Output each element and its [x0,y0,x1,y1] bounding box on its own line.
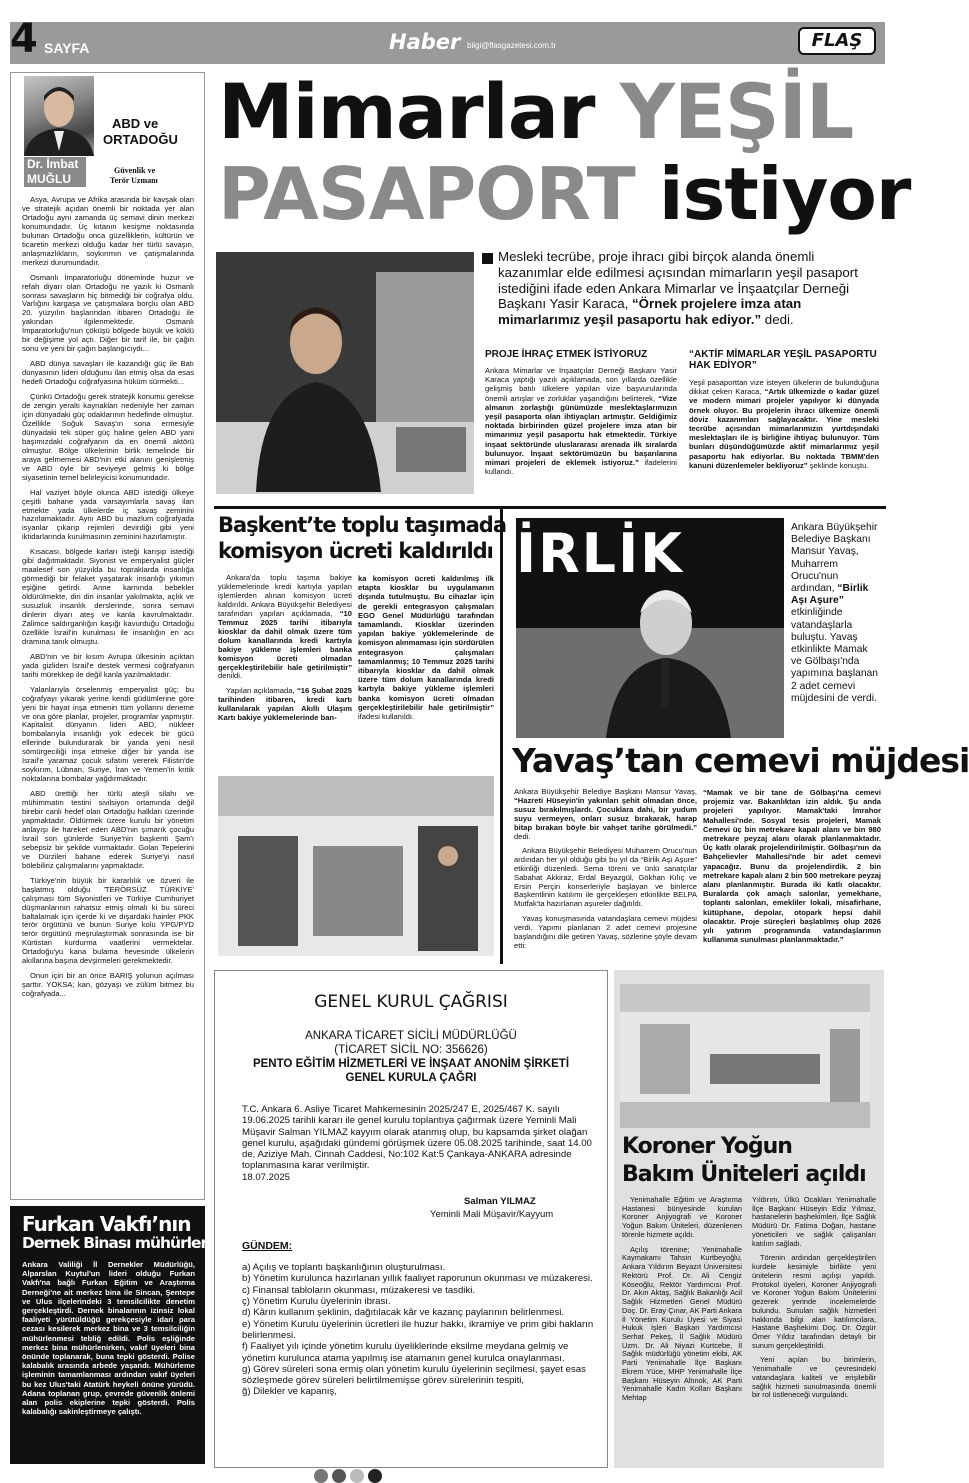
foundation-headline-2: Dernek Binası mühürlendi [22,1234,225,1252]
transit-headline-2: komisyon ücreti kaldırıldı [218,539,493,563]
page-number: 4 [10,16,38,62]
notice-date: 18.07.2025 [242,1172,291,1183]
agenda-item: c) Finansal tabloların okunması, müzakeresi ve tasdiki. [242,1284,476,1296]
notice-agenda-title: GÜNDEM: [242,1240,293,1252]
column-paragraph: Osmanlı İmparatorluğu döneminde huzur ve refah diyarı olan Ortadoğu ne yazık ki Osmanlı sonrası savaşların hiç bitmediği bir coğrafya oldu. Varlığını kargaşa ve çatışmalara borçlu olan ABD 20. yüzyılın başlarından itibaren Ortadoğu ile yakından ilgilenmektedir. Osmanlı İmparatorluğu'nun çöküşü bölgede büyük ve köklü bir değişime yol açtı. Diğer bir tarif ile, bir çağın sonu ve yeni bir çağın başlangıcıydı... [22,272,194,354]
column-paragraph: ABD dünya savaşları ile kazandığı güç ile Batı dünyasının lideri olduğunu ilan etmiş olsa da esas hedefi Ortadoğu coğrafyasına hüküm sürmekti... [22,359,194,387]
lead-text [498,249,880,328]
column-paragraph: Asya, Avrupa ve Afrika arasında bir kavşak olan ve stratejik açıdan önemli bir noktada yer alan Ortadoğu aynı zamanda üç semavi dinin merkezi konumundadır. Üç kıtanın kesişme noktasında bulunan Ortadoğu onca güzelliklerin, kültürün ve ticaretin merkezi olduğu kadar her türlü savaşın, anlaşmazlıkların, soykırımın ve çatışmalarında merkezi durumundadır. [22,195,194,267]
author-photo [24,76,94,156]
agenda-item: ğ) Dilekler ve kapanış, [242,1386,337,1398]
agenda-item: g) Görev süreleri sona ermiş olan yönetim kurulu üyelerinin seçilmesi, şayet esas sözleşmede görev süreleri belirtilmemişse görev sürelerinin tespiti, [242,1363,586,1387]
author-name-1: Dr. İmbat [27,157,79,171]
transit-col1-p2-quote: “16 Şubat 2025 tarihinden itibaren, kredi kartı kullanılarak yapılan Akıllı Ulaşım Kartı bakiye yüklemelerinde ban- [218,686,352,723]
cemevi-col1-end: dedi. [514,831,531,841]
column-paragraph: ABD ürettiği her türlü ateşli silahı ve mühimmatın testini sivilsiyon ortamında değil birebir canlı hedef olan Ortadoğu halkları üzerinde yapmaktadır. Öldürmek üzere kurulu bir yönetim anlayışı ile hareket eden ABD'nin şımarık çocuğu İsrail son günlerde Suriye'nin başkenti Şam'ı sebepsiz bir şekilde vurmaktadır. Golan Tepelerini ve Dürzileri bahane ederek Suriye'yi nasıl bölebiliriz çalışmalarını yapmaktadır. [22,789,194,870]
agenda-item: a) Açılış ve toplantı başkanlığının oluşturulması. [242,1262,446,1273]
notice-company-2: GENEL KURULA ÇAĞRI [345,1072,477,1084]
transit-col1-p2-normal: Yapılan açıklamada, [226,686,295,696]
column-paragraph: Hal vaziyet böyle olunca ABD istediği ülkeye çeşitli bahane yada varsayımlarla savaş ilan etmekte yada ülkelerde iç savaş zeminini hazırlamaktadır. Aynı ABD bu mazlum coğrafyada isyanlar çıkarıp rejimleri devirdiği gibi yeni iktidarlarında kurulmasının zeminini hazırlamıştır. [22,487,194,542]
section-title: Haber [389,30,461,54]
page-dot-icon [350,1469,364,1483]
cemevi-caption [791,522,881,705]
hospital-headline-1: Koroner Yoğun [622,1134,792,1159]
hospital-col2-p1: Yıldırım, Ülkü Ocakları Yenimahalle İlçe Başkanı Hüseyin Ediz Yılmaz, hastanelerin başhekimleri, İlçe Sağlık Müdürü Dr. Fatima Doğan, hastane yöneticileri ve sağlık çalışanları katılım sağladı. [752,1195,876,1248]
body2-quote: “Artık ülkemizde o kadar güzel ve modern mimari projeler yapılıyor ki dünyada örnek oluyor. Bu projelerin ihracı ülkemize önemli döviz kazanımları sağlayacaktır. Yine mesleki tecrübe açısından mimarlarımızın yurtdışındaki meslektaşları ile iş birliğine ihtiyaç bulunuyor. Tüm bunları düşündüğümüzde aktif mimarlarımız yeşil pasaportu hak ediyorlar. Bu noktada TBMM'den kanuni düzenlemeler bekliyoruz” [689,387,879,470]
author-role-2: Terör Uzmanı [110,176,158,185]
transit-col2-end: ifadesi kullanıldı. [358,712,415,722]
cemevi-caption-normal: Ankara Büyükşehir Belediye Başkanı Mansur Yavaş, Muharrem Orucu'nun ardından, [791,522,878,595]
hospital-col2-p3: Yeni açılan bu birimlerin, Yenimahalle ve çevresindeki vatandaşlara kaliteli ve erişilebilir sağlık hizmeti sunulmasında önemli bir rol üstleneceği vurgulandı. [752,1355,876,1400]
agenda-item: d) Kârın kullanım şeklinin, dağıtılacak kâr ve kazanç paylarının belirlenmesi. [242,1307,565,1319]
notice-signer-name: Salman YILMAZ [464,1196,536,1207]
lead-end: dedi. [764,312,794,328]
transit-headline-1: Başkent’te toplu taşımada [218,513,507,537]
hospital-col1-p2: Açılış törenine; Yenimahalle Kaymakamı Tahsin Kurtbeyoğlu, Ankara Yıldırım Beyazıt Üniversitesi Rektörü Prof. Dr. Ali Cengiz Köseoğlu, Rektör Yardımcısı Prof. Dr. Akın Aktaş, Sağlık Bakanlığı Acil Sağlık Hizmetleri Genel Müdürü Doç. Dr. Eray Çınar, AK Parti Ankara İl Yönetim Kurulu Üyesi ve Siyasi Hukuk İşleri Başkan Yardımcısı Serhat Pekeş, İl Sağlık Müdürü Uzm. Dr. Ali Niyazi Kurtcebe, İl Sağlık müdürlüğü yönetim ekibi, AK Parti Yenimahalle İlçe Başkanı Ekrem Yüce, MHP Yenimahalle İlçe Başkanı Hüseyin Altınok, AK Parti Yenimahalle Kadın Kolları Başkanı Mehtap [622,1244,742,1403]
hospital-col1 [622,1196,742,1466]
lead-normal: Mesleki tecrübe, proje ihracı gibi birçok alanda önemli kazanımlar elde edilmesi açısından mimarların yeşil pasaport istediğini ifade eden Ankara Mimarlar ve İnşaatçılar Derneği Başkanı Yasir Karaca, [498,249,858,312]
header-email[interactable]: bilgi@flasgazetesi.com.tr [467,41,557,50]
author-silhouette-icon [24,76,94,156]
column-paragraph: Kısacası, bölgede karları isteği karışıp istediği gibi dağıtmaktadır. Siyonist ve emperyalist güçler maalesef son yüzyılda bu topraklarda insanlığa görmediği bir felaket yaşatarak insanlığı yıkımın eşiğine getirdi. Anne karnında bebekler öldürülmekte, diri diri insanlar yakılmakta, açlık ve susuzluk insanlık derslerinde, sonra semavi dinlerin diyarı ateş ve kanla kavrulmaktadır. Zalimce saldırganlığın kaşığı kavurduğu Ortadoğu özellikle İsrail'in kurulması ile insanlığın en acı dramına tanık olmuştu. [22,547,194,646]
body1-normal: Ankara Mimarlar ve İnşaatçılar Derneği Başkanı Yasir Karaca yaptığı yazılı açıklamada, son yıllarda özellikle gelişmiş batılı ülkelere yapılan vize başvurularında önemli artışlar ve zorluklar yaşandığını belirterek, [485,366,677,403]
page-dot-icon [368,1469,382,1483]
cemevi-caption-end: etkinliğinde vatandaşlarla buluştu. Yavaş etkinlikte Mamak ve Gölbaşı'nda yapımına başlanan 2 adet cemevi müjdesini de verdi. [791,607,879,704]
newspaper-logo [798,27,876,55]
divider-vertical [500,509,503,964]
column-paragraph: ABD'nin ve bir kısım Avrupa ülkesinin açıktan yada gizliden İsrail'e destek vermesi coğrafyanın tarihi mürekkep ile değil kanla yazılmaktadır. [22,651,194,679]
cemevi-col1-p3: Yavaş konuşmasında vatandaşlara cemevi müjdesi verdi. Yapımı planlanan 2 adet cemevi projesine başlandığını dile getiren Yavaş, sözlerine şöyle devam etti: [514,914,697,951]
agenda-item: b) Yönetim kurulunca hazırlanan yıllık faaliyet raporunun okunması ve müzakeresi. [242,1273,593,1285]
lead-bullet [482,253,493,264]
cemevi-col1 [514,788,697,960]
cemevi-caption-bold: “Birlik Aşı Aşure” [791,583,869,607]
body2-end: şeklinde konuştu. [809,460,869,470]
hospital-col2-p2: Törenin ardından gerçekleştirilen kurdele kesimiyle birlikte yeni ünitelerin resmi açılışı yapıldı. Protokol üyeleri, Koroner Anjiyografi ve Koroner Yoğun Bakım Ünitelerini gezerek yerinde incelemelerde bulundu. Sunulan sağlık hizmetleri hakkında bilgi alan katılımcılara, Hastane Başhekimi Doç. Dr. Özgür Ömer Yıldız tarafından detaylı bir sunum gerçekleştirildi. [752,1253,876,1350]
cemevi-col2: “Mamak ve bir tane de Gölbaşı'na cemevi projemiz var. Bakanlıktan izin aldık. Şu anda projeleri yapılıyor. Mamak'taki İmrahor Mahallesi'nde. Sosyal tesis projeleri, Mamak Cemevi üç bin metrekare kapalı alanı ve bin 980 metrekare peyzaj alanı olarak planlanmaktadır. Üç katlı olarak projelendirilmiştir. Gölbaşı'nın da Bahçelievler Mahallesi'nde bir adet cemevi yapacağız. Bunu da projelendirdik. 2 bin metrekare kapalı alanı 2 bin 500 metrekare peyzaj alanı planlanmıştır. Burada iki katlı olacaktır. Buralarda çok amaçlı salonlar, yemekhane, toplantı salonları, emekliler lokali, misafirhane, kütüphane, depolar, otopark hepsi dahil olacaktır. Proje süreçleri başlatılmış olup 2026 yılı yatırım programında vatandaşlarımın kullanıma sunulması planlanmaktadır.” [703,788,881,945]
transit-col1 [218,574,352,770]
author-name-2: MUĞLU [27,172,71,186]
agenda-item: ç) Yönetim Kurulu üyelerinin ibrası. [242,1295,391,1307]
column-title-1: ABD ve [112,116,159,131]
notice-registry-2: (TİCARET SİCİL NO: 356626) [334,1044,488,1056]
agenda-item: e) Yönetim Kurulu üyelerinin ücretleri ile huzur hakkı, ikramiye ve prim gibi hakların belirlenmesi. [242,1318,594,1341]
hospital-headline-2: Bakım Üniteleri açıldı [622,1162,866,1187]
cemevi-col1-quote: “Hazreti Hüseyin'in yakınları şehit olmadan önce, susuz bırakılmışlardı. Çocuklara dahi, bir yudum suyu vermeyen, onları susuz bırakarak, harap bitap bırakan böyle bir vahşet tarihe görülmedi.” [514,795,697,832]
foundation-body: Ankara Valiliği İl Dernekler Müdürlüğü, Alparslan Kuytul'un lideri olduğu Furkan Vakfı'na bağlı Furkan Eğitim ve Araştırma Derneği'ne ait merkez bina ile Sincan, Şentepe ve Ulus ilçelerindeki 3 temsilcilikte denetim gerçekleştirdi. Dernek binalarının izinsiz lokal faaliyeti yürütüldüğü gerekçesiyle idari para cezası kesilerek merkez bina ve 3 temsilciliğin mühürlenmesi tebliğ edildi. Polis eşliğinde merkez bina mühürlenirken, vakıf üyeleri bina önünde toplanarak, buna tepki gösterdi. Polise kalabalık arasında arbede yaşandı. Mühürleme işleminin tamamlanması ardından vakıf üyeleri bu kez Ulus'taki Atatürk heykeli önüne yürüdü. Adana toplanan grup, çevrede güvenlik önlemi alan polis ekiplerine tepki gösterdi. Polis kalabalığı sakinleştirmeye çalıştı. [22,1260,195,1417]
headline-word-istiyor: istiyor [658,152,911,236]
transit-col1-quote: “10 Temmuz 2025 tarihi itibarıyla kiosklar da dahil olmak üzere tüm dolum kanallarında kredi kartıyla bakiye yükleme işlemleri banka komisyon ücreti olmadan gerçekleştirilebilir hale getirilmiştir” [218,608,352,672]
main-headline-line1 [218,67,854,156]
transit-col1-normal: Ankara'da toplu taşıma bakiye yüklemelerinde kredi kartıyla yapılan işlemlerden alınan komisyon ücreti kaldırıldı. Ankara Büyükşehir Belediyesi tarafından yapılan açıklamada, [218,573,352,618]
body1-end: ifadelerini kullandı. [485,458,677,477]
notice-signer-title: Yeminli Mali Müşavir/Kayyum [430,1209,554,1220]
headline-word-pasaport: PASAPORT [218,152,635,236]
hospital-room-icon [620,984,870,1128]
notice-title: GENEL KURUL ÇAĞRISI [314,992,508,1012]
cemevi-col1-p2: Ankara Büyükşehir Belediyesi Muharrem Orucu'nun ardından her yıl olduğu gibi bu yıl da “Birlik Aşı Aşure” etkinliği düzenledi. Sema töreni ve ünlü sanatçılar Sabahat Akkiraz, Erdal Beyazgül, Gökhan Kılıç ve Ersin Perçin konserleriyle başlayan ve binlerce Başkentlinin katılımı ile gerçekleşen etkinlikte BELPA Mutfak'ta hazırlanan aşureler dağıtıldı. [514,845,697,909]
page-dot-icon [314,1469,328,1483]
architect-figure-icon [216,252,474,494]
banner-text: İRLİK [516,522,685,585]
notice-agenda-list [242,1262,594,1398]
transit-col1-end: denildi. [218,671,243,681]
main-body-col2 [689,378,879,500]
author-role-1: Güvenlik ve [114,166,156,175]
hospital-col1-p1: Yenimahalle Eğitim ve Araştırma Hastanesi bünyesinde kurulan Koroner Anjiyografi ve Koroner Yoğun Bakım Üniteleri, düzenlenen törenle hizmete açıldı. [622,1195,742,1239]
main-body-col1 [485,366,677,494]
main-headline-line2 [218,152,911,236]
column-body [22,196,194,1196]
column-paragraph: Türkiye'nin büyük bir kararlılık ve özveri ile başlatmış olduğu 'TERÖRSÜZ TÜRKİYE' çalışması tüm Siyonistleri ve Türkiye Cumhuriyet düşmanlarının rahatsız etmiş olmalı ki bu süreci baltalamak için içerde ki ve dışardaki hainler PKK terör örgütünü ve bunun Suriye kolu YPG/PYD terör örgütünü meşrulaştırmak sonrasında ise bir Kürtistan kurdurma vaatlerini vermektelar. Ortadoğu'yu kana bulama hevesinde ülkelerin akıllarına başına devşirmeleri gerekmektedir. [22,875,194,966]
icu-photo [620,984,870,1128]
headline-word-mimarlar: Mimarlar [218,67,595,156]
lead-quote: “Örnek projelere imza atan mimarlarımız yeşil pasaportu hak ediyor.” [498,296,802,328]
column-paragraph: Yalanlarıyla örselenmiş emperyalist güç; bu coğrafyayı yıkarak yerine kendi güdümlerine göre yeni bir hayat inşa etmenin tüm yollarını deneme ve ona göre planlar, projeler, programlar yapmıştır. Kapitalist dünyanın lideri ABD, nükleer bombalarıyla insanlığı yok edecek bir gücü ellerinde bulundurarak bir yanda yeni nesil sömürgeciliği inşa etmeke diğer bir yanda ise İsrail'e yaramaz çocuk sıfatını vererek Filistin'de soykırım, Lübnan, Suriye, İran ve Yemen'in kritik noktalarına bombalar yağdırmaktadır. [22,684,194,784]
foundation-headline-1: Furkan Vakfı’nın [22,1212,191,1236]
transit-col2 [358,574,494,770]
notice-body: T.C. Ankara 6. Asliye Ticaret Mahkemesinin 2025/247 E, 2025/467 K. sayılı 19.06.2025 tarihli kararı ile genel kurulu toplantıya çağırmak üzere Yeminli Mali Müşavir Salman YILMAZ kayyım olarak atanmış olup, bu kapsamda şirket olağan genel kurulu, aşağıdaki gündemi görüşmek üzere 05.08.2025 tarihinde, saat 14.00 de, Aziziye Mah. Cinnah Caddesi, No:102 Kat:5 Çankaya-ANKARA adresinde toplanmasına karar verilmiştir. [242,1104,592,1172]
body1-quote: “Vize almanın zorlaştığı günümüzde meslektaşlarımızın yeşil pasaporta olan ihtiyaçları artmıştır. Geldiğimiz noktada birbirinden güzel projelere imza atan bir mimarımız yeşil pasaportu hak etmektedir. Türkiye inşaat sektöründe uluslararası arenada ilk sıralarda bulunuyor. İnşaat sektörümüzün bu başarılarına mimari projeleri de eklemek istiyoruz.” [485,393,677,468]
headline-word-yesil: YEŞİL [619,67,854,156]
agenda-item: f) Faaliyet yılı içinde yönetim kurulu üyeliklerinde eksilme meydana gelmiş ve yönetim kurulunca atama yapılmış ise atamanın genel kurulca onaylanması. [242,1341,569,1364]
bus-interior-icon [218,776,494,956]
cemevi-headline: Yavaş’tan cemevi müjdesi [512,741,969,780]
bus-kiosk-photo [218,776,494,956]
page-word: SAYFA [44,40,90,56]
cemevi-col1-normal: Ankara Büyükşehir Belediye Başkanı Mansur Yavaş, [514,787,697,796]
notice-company-1: PENTO EĞİTİM HİZMETLERİ VE İNŞAAT ANONİM ŞİRKETİ [252,1058,570,1070]
page-dot-icon [332,1469,346,1483]
subheading-proje: PROJE İHRAÇ ETMEK İSTİYORUZ [485,349,648,360]
transit-col2-quote: ka komisyon ücreti kaldırılmış ilk etapta kiosklar bu uygulamanın dışında tutulmuştu. Bu cihazlar için de gerekli entegrasyon çalışmaları EGO Genel Müdürlüğü tarafından tamamlandı. Kiosklar üzerinden yapılan bakiye yüklemelerinde de komisyon alınmaması için sürdürülen entegrasyon çalışmaları tamamlanmış; 10 Temmuz 2025 tarihi itibarıyla kiosklar da dahil olmak üzere tüm dolum kanallarında kredi kartıyla bakiye yükleme işlemleri banka komisyon ücreti olmadan gerçekleştirilebilir hale getirilmiştir” [358,574,494,712]
divider-horizontal [214,506,886,509]
notice-registry-1: ANKARA TİCARET SİCİLİ MÜDÜRLÜĞÜ [305,1030,517,1042]
column-title-2: ORTADOĞU [103,132,178,147]
hospital-col2 [752,1196,876,1466]
body2-normal: Yeşil pasaporttan vize isteyen ülkelerin de bulunduğuna dikkat çeken Karaca, [689,378,879,397]
page-indicator [314,1469,382,1483]
column-paragraph: Onun için bir an önce BARIŞ yolunun açılması şarttır. YOKSA; kan, gözyaşı ve zülüm bitmez bu coğrafyada... [22,971,194,999]
architect-photo [216,252,474,494]
subheading-aktif: “AKTİF MİMARLAR YEŞİL PASAPORTU HAK EDİYOR” [689,349,877,371]
column-paragraph: Çünkü Ortadoğu gerek stratejik konumu gerekse de zengin yeraltı kaynakları nedeniyle her zaman için dünyadaki güç odaklarının hedefinde olmuştur. Özellikle Soğuk Savaş'ın sona ermesiyle dünyadaki tek süper güç haline gelen ABD yani başımızdaki coğrafyanın da en önemli aktörü olmuştur. Bölge ülkelerinin birlik temelinde bir araya gelmemesi ABD'nin etki alanını genişletmiş ve ABD öyle bir seviyeye gelmiş ki bölge siyasetinin temel belirleyicisi konumundadır. [22,392,194,482]
logo-text: FLAŞ [811,30,863,52]
